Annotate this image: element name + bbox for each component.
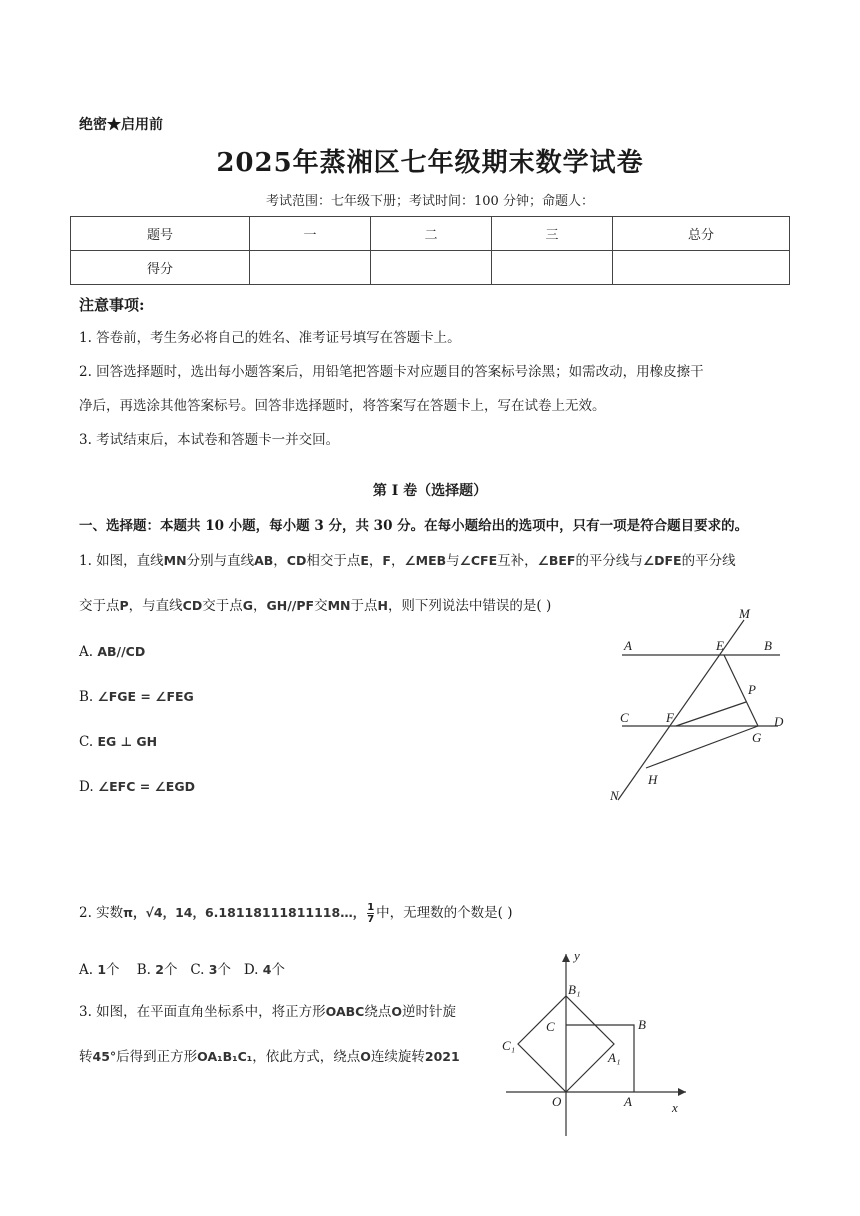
question-1-line-2: 交于点P，与直线CD交于点G，GH//PF交MN于点H，则下列说法中错误的是( ) bbox=[79, 598, 552, 614]
question-3-figure bbox=[498, 948, 698, 1140]
fraction-one-seventh: $\frac{1}{7}$ bbox=[367, 902, 375, 925]
question-2-option-c[interactable]: C. 3个 bbox=[190, 962, 231, 978]
score-cell[interactable] bbox=[250, 251, 371, 285]
fig1-label-p: P bbox=[748, 682, 756, 697]
question-3-line-1: 3. 如图，在平面直角坐标系中，将正方形OABC绕点O逆时针旋 bbox=[79, 1004, 456, 1020]
fig1-label-c: C bbox=[620, 710, 629, 725]
exam-title: 2025年蒸湘区七年级期末数学试卷 bbox=[216, 148, 644, 178]
y-axis-arrow bbox=[562, 954, 570, 962]
fig1-label-g: G bbox=[752, 730, 762, 745]
score-header-cell: 题号 bbox=[71, 217, 250, 251]
section-title: 第 I 卷（选择题） bbox=[372, 483, 488, 499]
question-2-option-b[interactable]: B. 2个 bbox=[136, 962, 178, 978]
question-2-options bbox=[79, 958, 285, 978]
fig1-label-m: M bbox=[739, 606, 750, 621]
fig1-label-d: D bbox=[774, 714, 784, 729]
score-header-cell: 二 bbox=[371, 217, 492, 251]
score-header-cell: 一 bbox=[250, 217, 371, 251]
question-3-line-2: 转45°后得到正方形OA₁B₁C₁，依此方式，绕点O连续旋转2021 bbox=[79, 1049, 460, 1065]
line-fp bbox=[676, 702, 746, 726]
line-gh bbox=[646, 726, 758, 768]
question-2-option-d[interactable]: D. 4个 bbox=[243, 962, 285, 978]
fig1-label-b: B bbox=[764, 638, 772, 653]
question-1-line-1: 1. 如图，直线MN分别与直线AB，CD相交于点E，F，∠MEB与∠CFE互补，∠BEF的平分线与∠DFE的平分线 bbox=[79, 553, 736, 569]
question-1-figure bbox=[600, 600, 800, 810]
fig1-label-f: F bbox=[666, 710, 674, 725]
question-1-option-b[interactable]: B. ∠FGE = ∠FEG bbox=[79, 689, 194, 705]
fig3-label-y: y bbox=[574, 948, 580, 963]
score-table-score-row bbox=[71, 251, 790, 285]
notice-item: 2. 回答选择题时，选出每小题答案后，用铅笔把答题卡对应题目的答案标号涂黑；如需改动，用橡皮擦干 bbox=[79, 364, 704, 380]
line-mn bbox=[618, 620, 744, 800]
notice-item: 1. 答卷前，考生务必将自己的姓名、准考证号填写在答题卡上。 bbox=[79, 330, 461, 346]
question-2-stem: 2. 实数π，√4，14，6.18118111811118…， $\frac{1}{7}$ 中，无理数的个数是( ) bbox=[79, 902, 513, 925]
fig1-label-e: E bbox=[716, 638, 724, 653]
fig3-label-a1: A₁ bbox=[608, 1050, 621, 1065]
notice-item: 净后，再选涂其他答案标号。回答非选择题时，将答案写在答题卡上，写在试卷上无效。 bbox=[79, 398, 606, 414]
question-2-option-a[interactable]: A. 1个 bbox=[79, 962, 120, 978]
score-table-header-row bbox=[71, 217, 790, 251]
part-one-instructions: 一、选择题：本题共 10 小题，每小题 3 分，共 30 分。在每小题给出的选项中，只有一项是符合题目要求的。 bbox=[79, 518, 749, 534]
score-header-cell: 总分 bbox=[613, 217, 790, 251]
fig1-label-a: A bbox=[624, 638, 632, 653]
score-row-label: 得分 bbox=[71, 251, 250, 285]
exam-info: 考试范围：七年级下册；考试时间：100 分钟；命题人： bbox=[266, 194, 594, 209]
fig1-label-h: H bbox=[648, 772, 658, 787]
notice-item: 3. 考试结束后，本试卷和答题卡一并交回。 bbox=[79, 432, 340, 448]
fig3-label-c1: C₁ bbox=[502, 1038, 516, 1053]
question-1-option-a[interactable]: A. AB//CD bbox=[79, 644, 146, 660]
x-axis-arrow bbox=[678, 1088, 686, 1096]
score-cell[interactable] bbox=[371, 251, 492, 285]
fig3-label-b1: B₁ bbox=[568, 982, 581, 997]
fig3-label-x: x bbox=[672, 1100, 678, 1115]
fig3-label-a: A bbox=[624, 1094, 632, 1109]
question-1-option-c[interactable]: C. EG ⊥ GH bbox=[79, 734, 158, 750]
score-header-cell: 三 bbox=[492, 217, 613, 251]
score-cell[interactable] bbox=[492, 251, 613, 285]
secret-label: 绝密★启用前 bbox=[79, 117, 163, 133]
score-cell[interactable] bbox=[613, 251, 790, 285]
fig1-label-n: N bbox=[610, 788, 619, 803]
fig3-label-o: O bbox=[552, 1094, 562, 1109]
fig3-label-b: B bbox=[638, 1017, 646, 1032]
notice-heading: 注意事项: bbox=[79, 296, 145, 314]
fig3-label-c: C bbox=[546, 1019, 555, 1034]
question-1-option-d[interactable]: D. ∠EFC = ∠EGD bbox=[79, 779, 195, 795]
score-table bbox=[70, 216, 790, 285]
